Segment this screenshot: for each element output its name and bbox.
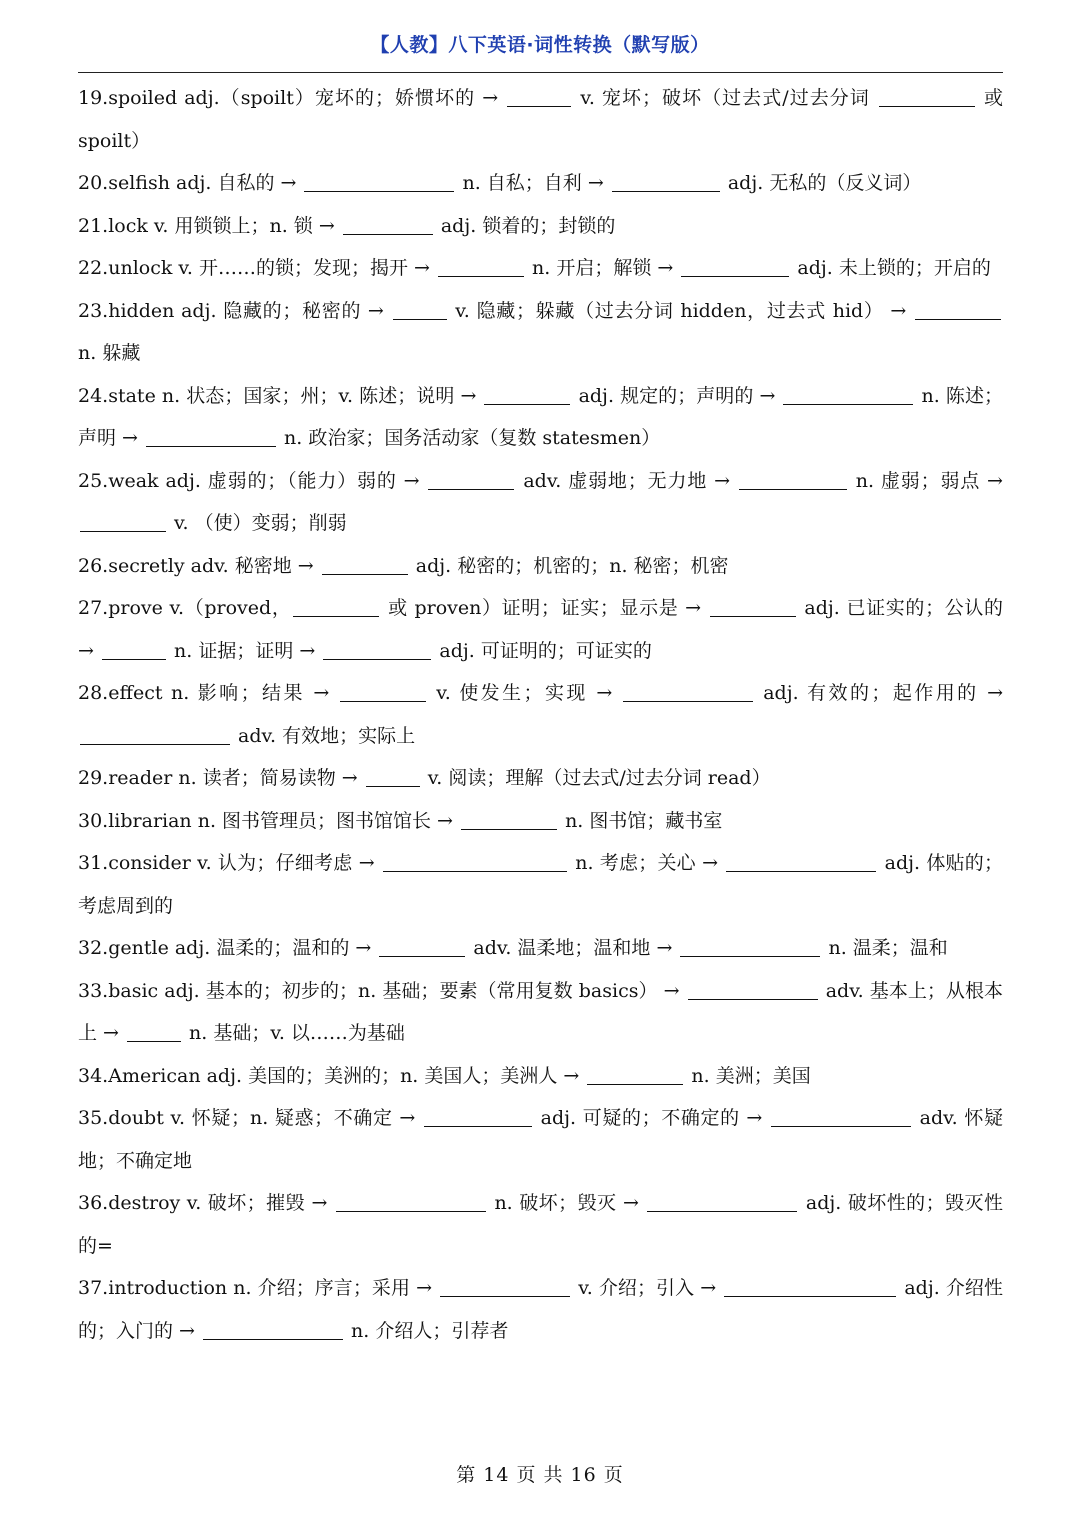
exercise-list [78, 77, 1003, 1352]
exercise-item [78, 672, 1003, 757]
item-text: adv. 虚弱地；无力地 → [516, 469, 737, 492]
answer-blank[interactable] [428, 467, 514, 490]
item-text: 25.weak adj. 虚弱的；（能力）弱的 → [78, 469, 427, 492]
exercise-item [78, 77, 1003, 162]
exercise-item [78, 970, 1003, 1055]
item-text: 26.secretly adv. 秘密地 → [78, 554, 320, 577]
item-text: adj. 未上锁的；开启的 [791, 257, 991, 279]
item-text: 20.selfish adj. 自私的 → [78, 172, 303, 194]
item-text: adj. 秘密的；机密的；n. 秘密；机密 [409, 554, 729, 577]
exercise-item [78, 1097, 1003, 1182]
answer-blank[interactable] [680, 934, 820, 957]
item-text: 37.introduction n. 介绍；序言；采用 → [78, 1277, 439, 1299]
answer-blank[interactable] [293, 594, 379, 617]
item-text: n. 介绍人；引荐者 [345, 1319, 509, 1342]
answer-blank[interactable] [484, 382, 570, 405]
answer-blank[interactable] [383, 849, 567, 872]
item-text: n. 陈述；声明 → [78, 384, 1004, 449]
answer-blank[interactable] [710, 594, 796, 617]
answer-blank[interactable] [336, 1189, 486, 1212]
answer-blank[interactable] [340, 679, 426, 702]
exercise-item [78, 1182, 1003, 1267]
answer-blank[interactable] [343, 212, 433, 235]
item-text: v. 阅读；理解（过去式/过去分词 read） [421, 767, 771, 789]
item-text: n. 证据；证明 → [167, 639, 322, 662]
answer-blank[interactable] [440, 1274, 570, 1297]
answer-blank[interactable] [102, 637, 166, 660]
exercise-item [78, 460, 1003, 545]
item-text: 36.destroy v. 破坏；摧毁 → [78, 1192, 334, 1214]
exercise-item [78, 1267, 1003, 1352]
item-text: 34.American adj. 美国的；美洲的；n. 美国人；美洲人 → [78, 1064, 586, 1087]
item-text: 35.doubt v. 怀疑；n. 疑惑；不确定 → [78, 1107, 422, 1129]
item-text: 或 spoilt） [78, 87, 1003, 152]
item-text: 22.unlock v. 开……的锁；发现；揭开 → [78, 257, 436, 279]
item-text: 27.prove v.（proved， [78, 597, 292, 619]
answer-blank[interactable] [379, 934, 465, 957]
answer-blank[interactable] [783, 382, 913, 405]
item-text: adj. 已证实的；公认的 → [78, 597, 1003, 662]
answer-blank[interactable] [688, 977, 818, 1000]
answer-blank[interactable] [323, 637, 431, 660]
item-text: adj. 可证明的；可证实的 [433, 639, 652, 662]
exercise-item [78, 927, 1003, 970]
exercise-item [78, 587, 1003, 672]
item-text: 或 proven）证明；证实；显示是 → [381, 597, 708, 619]
item-text: adj. 有效的；起作用的 → [754, 682, 1003, 704]
item-text: n. 美洲；美国 [685, 1064, 811, 1087]
answer-blank[interactable] [203, 1317, 343, 1340]
item-text: v. 宠坏；破坏（过去式/过去分词 [573, 87, 877, 109]
item-text: n. 温柔；温和 [822, 937, 948, 959]
item-text: 24.state n. 状态；国家；州；v. 陈述；说明 → [78, 384, 483, 407]
item-text: n. 破坏；毁灭 → [487, 1192, 646, 1214]
item-text: adj. 锁着的；封锁的 [434, 214, 616, 237]
item-text: adj. 可疑的；不确定的 → [533, 1107, 770, 1129]
item-text: n. 基础；v. 以……为基础 [183, 1022, 405, 1044]
answer-blank[interactable] [80, 722, 230, 745]
answer-blank[interactable] [438, 254, 524, 277]
exercise-item [78, 545, 1003, 588]
answer-blank[interactable] [623, 679, 753, 702]
exercise-item [78, 800, 1003, 843]
document-header: 【人教】八下英语·词性转换（默写版） [370, 34, 710, 56]
item-text: n. 图书馆；藏书室 [559, 809, 723, 832]
item-text: n. 自私；自利 → [456, 172, 610, 194]
item-text: n. 考虑；关心 → [568, 852, 725, 874]
answer-blank[interactable] [739, 467, 847, 490]
item-text: adv. 基本上；从根本上 → [78, 979, 1003, 1044]
item-text: 33.basic adj. 基本的；初步的；n. 基础；要素（常用复数 basics） → [78, 979, 686, 1002]
exercise-item [78, 757, 1003, 800]
answer-blank[interactable] [322, 552, 408, 575]
exercise-item [78, 205, 1003, 248]
exercise-item [78, 375, 1003, 460]
exercise-item [78, 842, 1003, 927]
answer-blank[interactable] [726, 849, 876, 872]
answer-blank[interactable] [461, 807, 557, 830]
answer-blank[interactable] [915, 297, 1001, 320]
answer-blank[interactable] [507, 84, 571, 107]
item-text: n. 虚弱；弱点 → [848, 469, 1003, 492]
item-text: 32.gentle adj. 温柔的；温和的 → [78, 937, 378, 959]
item-text: v. 使发生；实现 → [427, 682, 621, 704]
answer-blank[interactable] [366, 764, 420, 787]
item-text: 30.librarian n. 图书管理员；图书馆馆长 → [78, 809, 460, 832]
page-number: 第 14 页 共 16 页 [456, 1464, 624, 1486]
item-text: v. （使）变弱；削弱 [168, 512, 347, 534]
header-rule [78, 72, 1003, 73]
exercise-item [78, 290, 1003, 375]
exercise-item [78, 162, 1003, 205]
item-text: adj. 破坏性的；毁灭性的= [78, 1192, 1003, 1257]
answer-blank[interactable] [304, 169, 454, 192]
item-text: 31.consider v. 认为；仔细考虑 → [78, 852, 381, 874]
item-text: adv. 有效地；实际上 [232, 724, 416, 747]
answer-blank[interactable] [146, 424, 276, 447]
item-text: n. 政治家；国务活动家（复数 statesmen） [278, 427, 661, 449]
item-text: 28.effect n. 影响；结果 → [78, 682, 338, 704]
item-text: 19.spoiled adj.（spoilt）宠坏的；娇惯坏的 → [78, 87, 506, 109]
item-text: adv. 温柔地；温和地 → [467, 937, 679, 959]
answer-blank[interactable] [612, 169, 720, 192]
exercise-item [78, 1055, 1003, 1098]
item-text: adj. 规定的；声明的 → [572, 384, 782, 407]
answer-blank[interactable] [771, 1104, 911, 1127]
answer-blank[interactable] [80, 509, 166, 532]
answer-blank[interactable] [681, 254, 789, 277]
item-text: 23.hidden adj. 隐藏的；秘密的 → [78, 299, 391, 322]
exercise-item [78, 247, 1003, 290]
item-text: 29.reader n. 读者；简易读物 → [78, 767, 364, 789]
answer-blank[interactable] [587, 1062, 683, 1085]
item-text: n. 开启；解锁 → [525, 257, 680, 279]
answer-blank[interactable] [393, 297, 447, 320]
item-text: v. 隐藏；躲藏（过去分词 hidden，过去式 hid） → [448, 299, 913, 322]
item-text: adj. 介绍性的；入门的 → [78, 1277, 1003, 1342]
item-text: adj. 无私的（反义词） [721, 172, 922, 194]
answer-blank[interactable] [127, 1019, 181, 1042]
item-text: v. 介绍；引入 → [572, 1277, 723, 1299]
answer-blank[interactable] [879, 84, 975, 107]
item-text: adv. 怀疑地；不确定地 [78, 1107, 1003, 1172]
item-text: adj. 体贴的；考虑周到的 [78, 852, 1003, 917]
answer-blank[interactable] [647, 1189, 797, 1212]
answer-blank[interactable] [424, 1104, 532, 1127]
item-text: n. 躲藏 [78, 342, 141, 364]
item-text: 21.lock v. 用锁锁上；n. 锁 → [78, 214, 341, 237]
answer-blank[interactable] [724, 1274, 896, 1297]
